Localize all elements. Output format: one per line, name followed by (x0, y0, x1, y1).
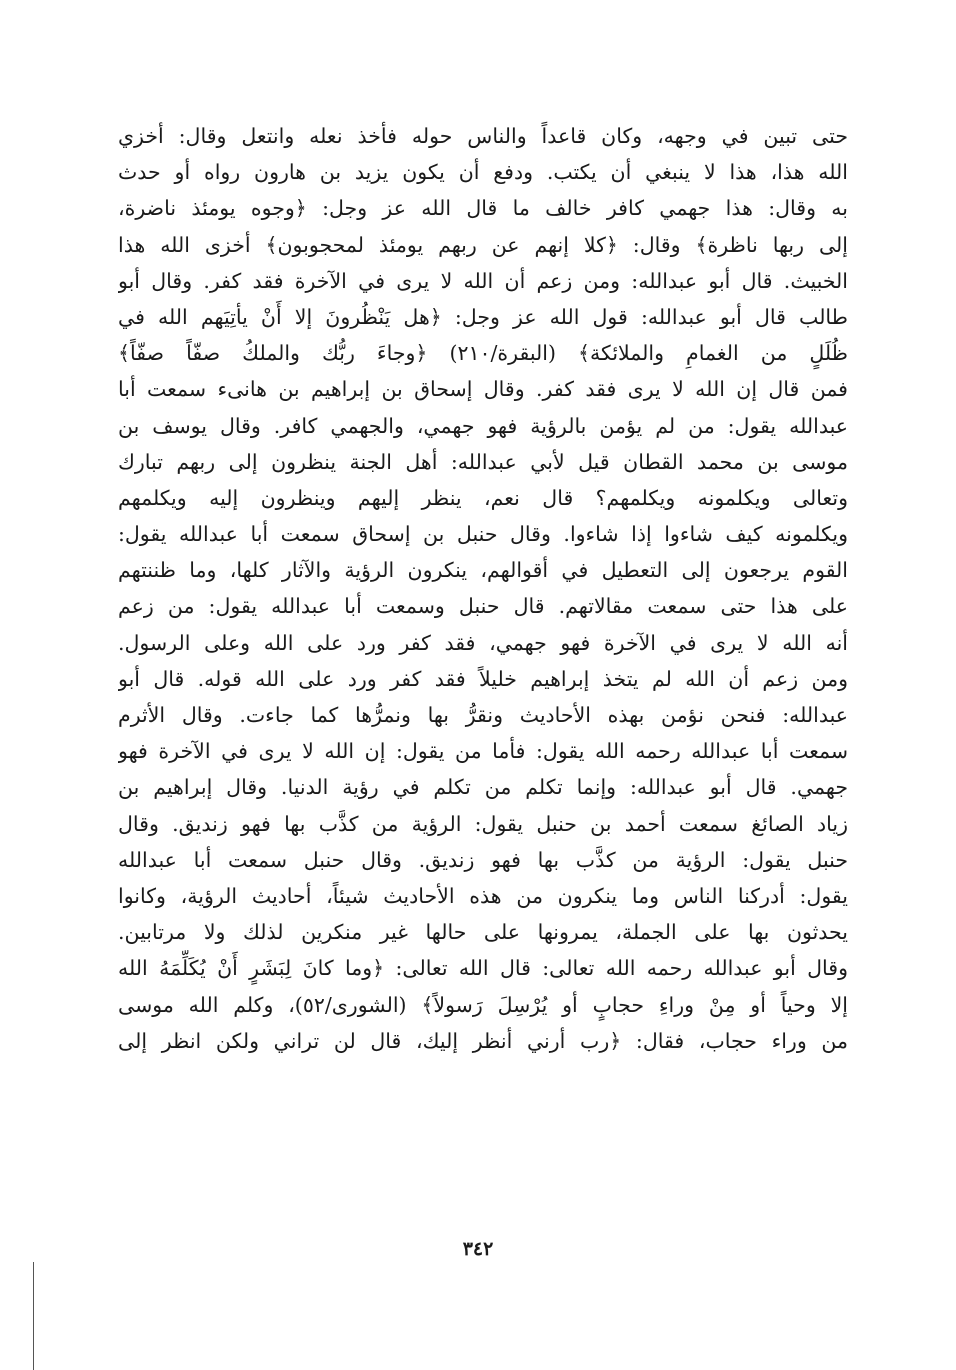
margin-rule (33, 1262, 34, 1370)
text-line: على هذا حتى سمعت مقالاتهم. قال حنبل وسمعت أبا عبدالله يقول: من زعم (118, 594, 848, 619)
text-line: وقال أبو عبدالله رحمه الله تعالى: قال الله تعالى: ﴿وما كانَ لِبَشَرٍ أَنْ يُكَلِّمَهُ الله (118, 956, 848, 981)
text-line: إلا وحياً أو مِنْ وراءِ حجابٍ أو يُرْسِلَ رَسولاً﴾ (الشورى/٥٢)، وكلم الله موسى (118, 992, 848, 1017)
text-line: إلى ربها ناظرة﴾ وقال: ﴿كلا إنهم عن ربهم يومئذ لمحجوبون﴾ أخزى الله هذا (118, 232, 848, 257)
text-line: فمن قال إن الله لا يرى فقد كفر. وقال إسحاق بن إبراهيم بن هانىء سمعت أبا (118, 377, 848, 402)
text-line: به وقال: هذا جهمي كافر خالف ما قال الله عز وجل: ﴿وجوه يومئذ ناضرة، (118, 196, 848, 221)
text-line: وتعالى ويكلمونه ويكلمهم؟ قال نعم، ينظر إليهم وينظرون إليه ويكلمهم (118, 485, 848, 510)
text-line: حنبل يقول: الرؤية من كذَّب بها فهو زنديق. وقال حنبل سمعت أبا عبدالله (118, 847, 848, 872)
text-line: ظُلَلٍ من الغمامِ والملائكة﴾ (البقرة/٢١٠) ﴿وجاءَ ربُّك والملكُ صفّاً صفّاً﴾ (118, 341, 848, 366)
text-line: القوم يرجعون إلى التعطيل في أقوالهم، ينكرون الرؤية والآثار كلها، وما ظننتهم (118, 558, 848, 583)
text-line: حتى تبين في وجهه، وكان قاعداً والناس حوله فأخذ نعله وانتعل وقال: أخزي (118, 124, 848, 148)
page-number: ٣٤٢ (462, 1238, 494, 1260)
text-line: الله هذا، هذا لا ينبغي أن يكتب. ودفع أن يكون يزيد بن هارون رواه أو حدث (118, 160, 848, 185)
text-line: سمعت أبا عبدالله رحمه الله يقول: فأما من يقول: إن الله لا يرى في الآخرة فهو (118, 739, 848, 764)
text-line: من وراء حجاب، فقال: ﴿رب أرني أنظر إليك، قال لن تراني ولكن انظر إلى (118, 1028, 848, 1053)
text-line: طالب قال أبو عبدالله: قول الله عز وجل: ﴿هل يَنْظُرونَ إلا أَنْ يأتِيَهم الله في (118, 304, 848, 329)
text-line: عبدالله يقول: من لم يؤمن بالرؤية فهو جهمي، والجهمي كافر. وقال يوسف بن (118, 413, 848, 438)
text-line: أنه الله لا يرى في الآخرة فهو جهمي، فقد كفر ورد على الله وعلى الرسول. (118, 630, 848, 655)
text-line: موسى بن محمد القطان قيل لأبي عبدالله: أهل الجنة ينظرون إلى ربهم تبارك (118, 449, 848, 474)
text-line: عبدالله: فنحن نؤمن بهذه الأحاديث ونقرُّ بها ونمرُّها كما جاءت. وقال الأثرم (118, 703, 848, 727)
text-line: يقول: أدركنا الناس وما ينكرون من هذه الأحاديث شيئاً، أحاديث الرؤية، وكانوا (118, 883, 848, 908)
text-line: جهمي. قال أبو عبدالله: وإنما تكلم من تكلم في رؤية الدنيا. وقال إبراهيم بن (118, 775, 848, 800)
text-line: الخبيث. قال أبو عبدالله: ومن زعم أن الله لا يرى في الآخرة فقد كفر. وقال أبو (118, 268, 848, 293)
text-line: يحدثون بها على الجملة، يمرونها على حالها غير منكرين لذلك ولا مرتابين. (118, 920, 848, 945)
text-line: زياد الصائغ سمعت أحمد بن حنبل يقول: الرؤية من كذَّب بها فهو زنديق. وقال (118, 811, 848, 836)
text-line: ويكلمونه كيف شاءوا إذا شاءوا. وقال حنبل بن إسحاق سمعت أبا عبدالله يقول: (118, 522, 848, 547)
text-line: ومن زعم أن الله لم يتخذ إبراهيم خليلاً فقد كفر ورد على الله قوله. قال أبو (118, 666, 848, 691)
body-text (118, 118, 848, 1059)
